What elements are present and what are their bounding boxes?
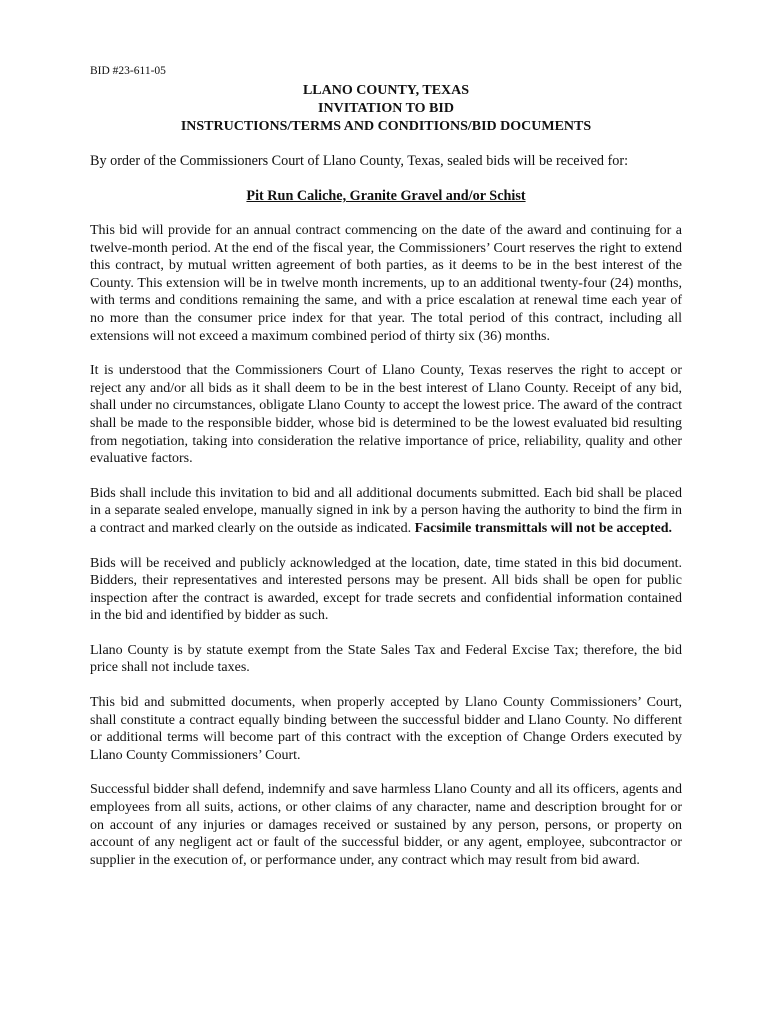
title-invitation: INVITATION TO BID (318, 101, 454, 116)
submission-text: Bids shall include this invitation to bid and all additional documents submitted. Each bid shall be placed in a separate sealed envelope, manually signed in ink by a person having the authority to bind the firm in a contract and marked clearly on the outside as indicated. (90, 485, 682, 536)
bid-subject: Pit Run Caliche, Granite Gravel and/or Schist (246, 188, 526, 204)
intro-text: By order of the Commissioners Court of Llano County, Texas, sealed bids will be received for: (90, 153, 629, 169)
paragraph-award: It is understood that the Commissioners Court of Llano County, Texas reserves the right to accept or reject any and/or all bids as it shall deem to be in the best interest of Llano County. Receipt of any bid, shall under no circumstances, obligate Llano County to accept the lowest price. The award of the contract shall be made to the responsible bidder, whose bid is determined to be the lowest evaluated bid resulting from negotiation, taking into consideration the relative importance of price, reliability, quality and other evaluative factors. (90, 363, 682, 467)
paragraph-binding-contract: This bid and submitted documents, when properly accepted by Llano County Commissioners’ Court, shall constitute a contract equally binding between the successful bidder and Llano County. No different or additional terms will become part of this contract with the exception of Change Orders executed by Llano County Commissioners’ Court. (90, 695, 682, 763)
paragraph-contract-term: This bid will provide for an annual contract commencing on the date of the award and continuing for a twelve-month period. At the end of the fiscal year, the Commissioners’ Court reserves the right to extend this contract, by mutual written agreement of both parties, as it deems to be in the best interest of the County. This extension will be in twelve month increments, up to an additional twenty-four (24) months, with terms and conditions remaining the same, and with a price escalation at renewal time each year of no more than the consumer price index for that year. The total period of this contract, including all extensions will not exceed a maximum combined period of thirty six (36) months. (90, 223, 682, 344)
facsimile-notice: Facsimile transmittals will not be accepted. (414, 520, 672, 536)
paragraph-opening: Bids will be received and publicly acknowledged at the location, date, time stated in this bid document. Bidders, their representatives and interested persons may be present. All bids shall be open for public inspection after the contract is awarded, except for trade secrets and confidential information contained in the bid and identified by bidder as such. (90, 555, 682, 624)
document-page (90, 64, 682, 869)
title-county: LLANO COUNTY, TEXAS (302, 83, 470, 98)
bid-number: BID #23-611-05 (90, 65, 166, 77)
paragraph-tax-exempt: Llano County is by statute exempt from the State Sales Tax and Federal Excise Tax; therefore, the bid price shall not include taxes. (90, 642, 682, 676)
paragraph-indemnify: Successful bidder shall defend, indemnify and save harmless Llano County and all its officers, agents and employees from all suits, actions, or other claims of any character, name and description brought for or on account of any injuries or damages received or sustained by any person, persons, or property on account of any negligent act or fault of the successful bidder, or any agent, employee, subcontractor or supplier in the execution of, or performance under, any contract which may result from bid award. (90, 782, 682, 868)
paragraph-submission (90, 485, 682, 538)
title-instructions: INSTRUCTIONS/TERMS AND CONDITIONS/BID DOCUMENTS (180, 119, 592, 134)
